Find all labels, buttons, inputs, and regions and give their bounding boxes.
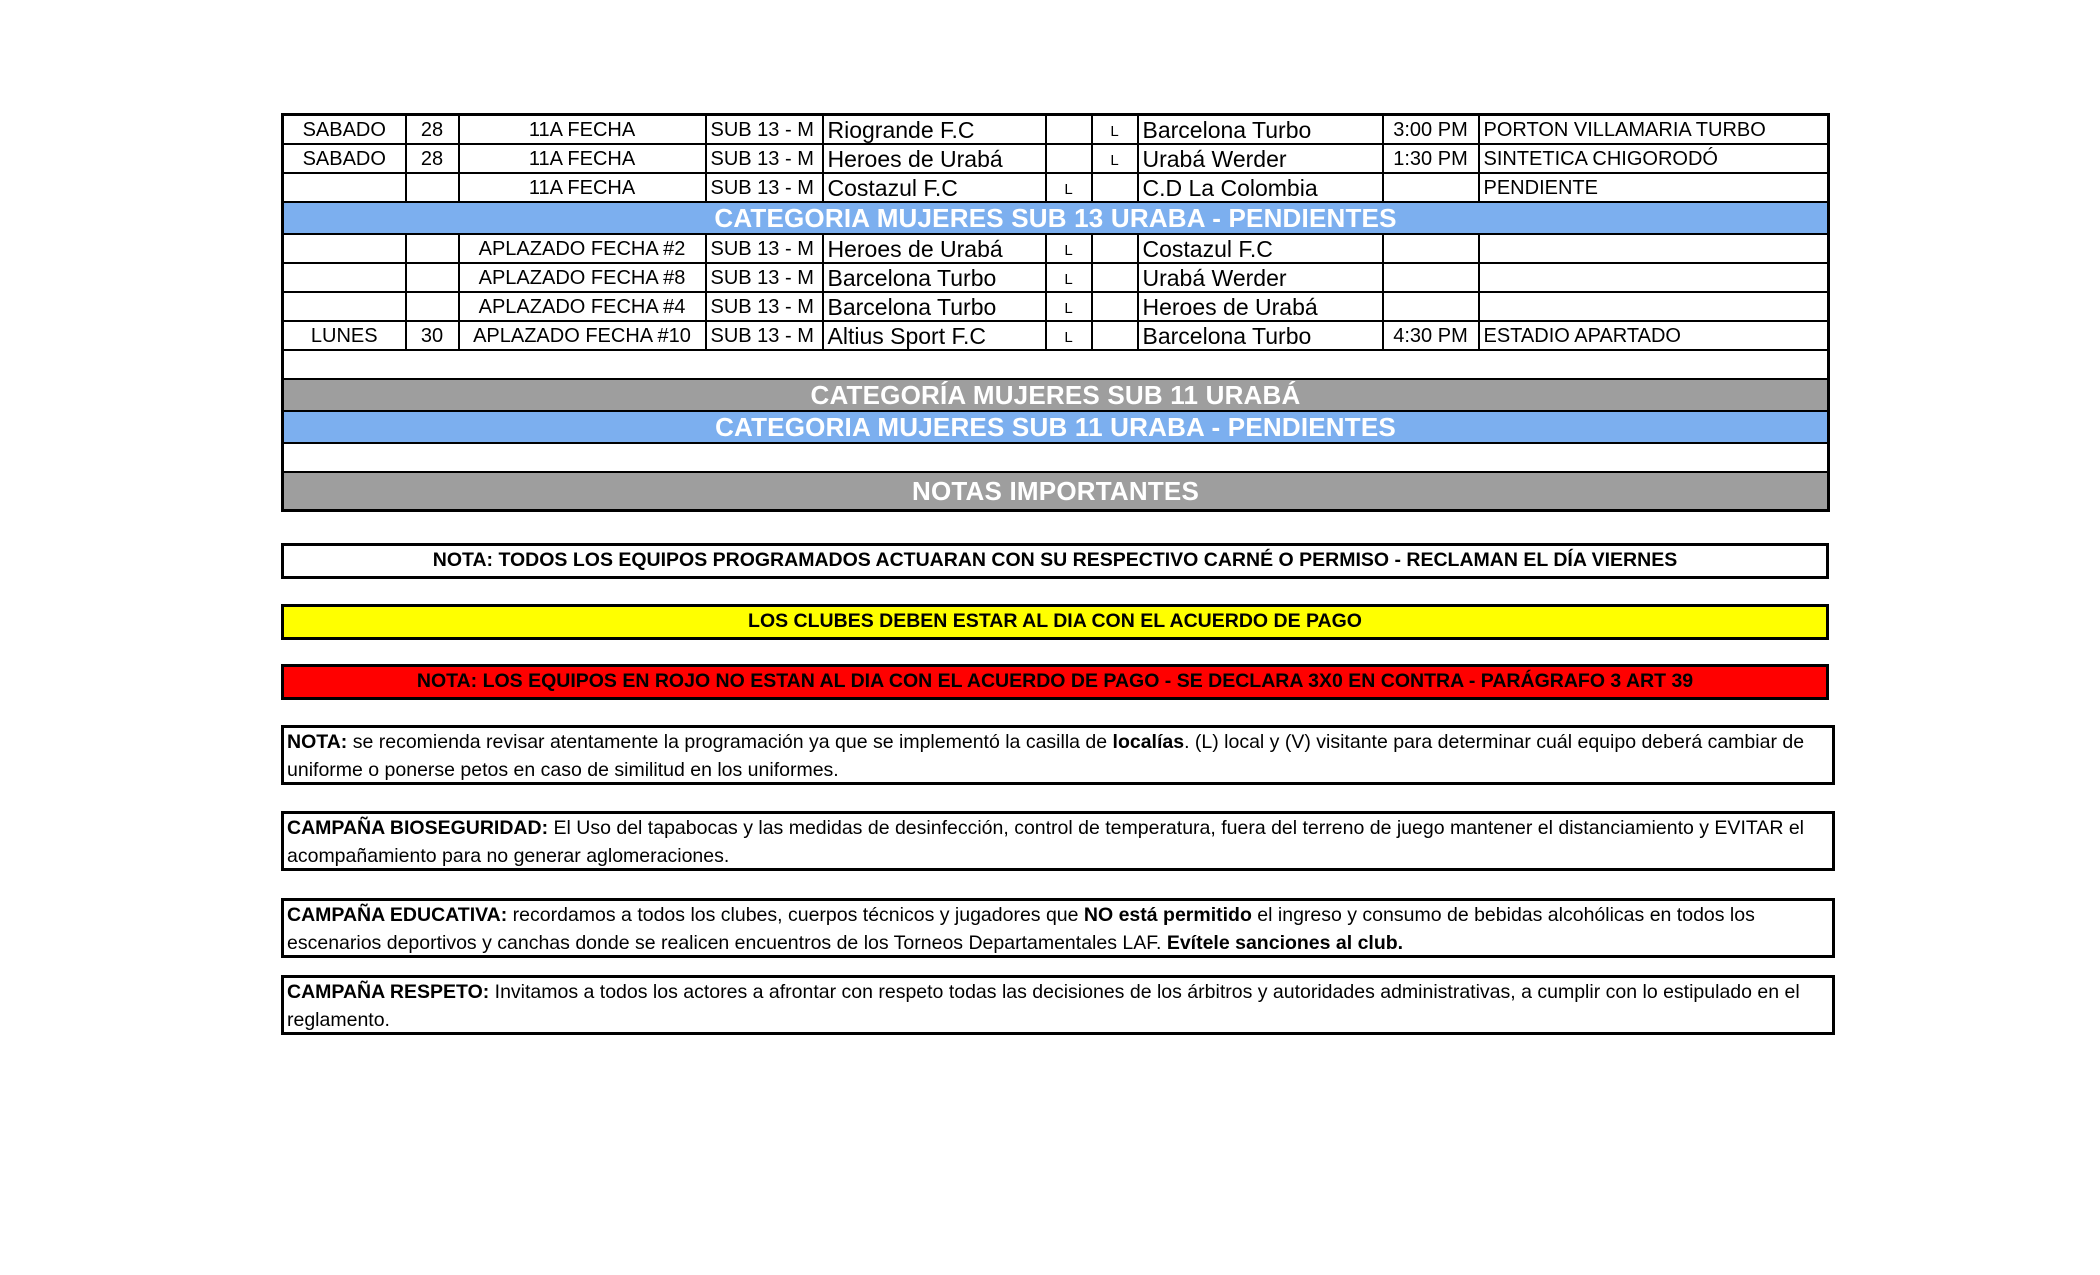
home-team-cell: Riogrande F.C <box>823 115 1046 145</box>
match-schedule-table <box>281 113 1830 512</box>
away-team-cell: C.D La Colombia <box>1138 173 1383 202</box>
venue-cell <box>1479 292 1829 321</box>
category-cell: SUB 13 - M <box>706 173 823 202</box>
table-row <box>283 144 1829 173</box>
round-cell: 11A FECHA <box>459 144 706 173</box>
day-cell <box>283 234 406 263</box>
carne-note <box>281 543 1829 579</box>
home-local-cell: L <box>1046 292 1092 321</box>
away-local-cell <box>1092 321 1138 350</box>
notes-header-row <box>283 472 1829 511</box>
red-teams-note-text: NOTA: LOS EQUIPOS EN ROJO NO ESTAN AL DIA CON EL ACUERDO DE PAGO - SE DECLARA 3X0 EN CONTRA - PARÁGRAFO 3 ART 39 <box>416 670 1694 692</box>
payment-note-text: LOS CLUBES DEBEN ESTAR AL DIA CON EL ACUERDO DE PAGO <box>748 610 1362 632</box>
education-campaign-note <box>281 898 1835 958</box>
away-local-cell <box>1092 263 1138 292</box>
table-row <box>283 321 1829 350</box>
away-local-cell: L <box>1092 144 1138 173</box>
home-team-cell: Heroes de Urabá <box>823 234 1046 263</box>
payment-note <box>281 604 1829 640</box>
red-teams-note <box>281 664 1829 700</box>
category-header-row <box>283 202 1829 234</box>
date-cell: 30 <box>406 321 459 350</box>
blank-cell <box>283 443 1829 472</box>
category-cell: SUB 13 - M <box>706 292 823 321</box>
day-cell <box>283 292 406 321</box>
blank-cell <box>283 350 1829 379</box>
home-local-cell: L <box>1046 173 1092 202</box>
away-local-cell <box>1092 234 1138 263</box>
blank-row <box>283 350 1829 379</box>
home-team-cell: Barcelona Turbo <box>823 292 1046 321</box>
note-label: NOTA: <box>287 731 348 753</box>
venue-cell: ESTADIO APARTADO <box>1479 321 1829 350</box>
note-label: CAMPAÑA RESPETO: <box>287 981 490 1003</box>
table-row <box>283 234 1829 263</box>
table-row <box>283 263 1829 292</box>
home-local-cell: L <box>1046 234 1092 263</box>
category-cell: SUB 13 - M <box>706 234 823 263</box>
round-cell: APLAZADO FECHA #4 <box>459 292 706 321</box>
away-local-cell <box>1092 173 1138 202</box>
date-cell <box>406 173 459 202</box>
note-text: El Uso del tapabocas y las medidas de desinfección, control de temperatura, fuera del terreno de juego mantener el distanciamiento y EVITAR el acompañamiento para no generar aglomeraciones. <box>287 817 1805 867</box>
home-team-cell: Heroes de Urabá <box>823 144 1046 173</box>
round-cell: APLAZADO FECHA #8 <box>459 263 706 292</box>
category-header-sub11-pending: CATEGORIA MUJERES SUB 11 URABA - PENDIENTES <box>283 411 1829 443</box>
note-text: . (L) local y (V) visitante para determinar cuál equipo deberá cambiar de uniforme o ponerse petos en caso de similitud en los uniformes. <box>287 731 1805 781</box>
home-team-cell: Barcelona Turbo <box>823 263 1046 292</box>
round-cell: 11A FECHA <box>459 173 706 202</box>
note-label: CAMPAÑA BIOSEGURIDAD: <box>287 817 549 839</box>
time-cell <box>1383 234 1479 263</box>
away-local-cell: L <box>1092 115 1138 145</box>
time-cell <box>1383 263 1479 292</box>
venue-cell: PENDIENTE <box>1479 173 1829 202</box>
away-team-cell: Barcelona Turbo <box>1138 115 1383 145</box>
home-local-cell <box>1046 144 1092 173</box>
carne-note-text: NOTA: TODOS LOS EQUIPOS PROGRAMADOS ACTUARAN CON SU RESPECTIVO CARNÉ O PERMISO - RECLAMAN EL DÍA VIERNES <box>432 549 1678 571</box>
note-text: Invitamos a todos los actores a afrontar con respeto todas las decisiones de los árbitros y autoridades administrativas, a cumplir con lo estipulado en el reglamento. <box>287 981 1800 1031</box>
table-row <box>283 292 1829 321</box>
note-bold-text: localías <box>1112 731 1185 753</box>
date-cell <box>406 292 459 321</box>
category-header-sub11: CATEGORÍA MUJERES SUB 11 URABÁ <box>283 379 1829 411</box>
note-text: el ingreso y consumo de bebidas alcohólicas en todos los escenarios deportivos y canchas donde se realicen encuentros de los Torneos Departamentales LAF. <box>287 904 1755 954</box>
note-bold-text: NO está permitido <box>1083 904 1252 926</box>
category-header-sub13-pending: CATEGORIA MUJERES SUB 13 URABA - PENDIENTES <box>283 202 1829 234</box>
time-cell <box>1383 173 1479 202</box>
venue-cell: PORTON VILLAMARIA TURBO <box>1479 115 1829 145</box>
home-local-cell <box>1046 115 1092 145</box>
home-team-cell: Costazul F.C <box>823 173 1046 202</box>
away-team-cell: Costazul F.C <box>1138 234 1383 263</box>
category-header-row <box>283 411 1829 443</box>
respect-campaign-note <box>281 975 1835 1035</box>
day-cell <box>283 263 406 292</box>
time-cell: 3:00 PM <box>1383 115 1479 145</box>
date-cell: 28 <box>406 115 459 145</box>
home-local-cell: L <box>1046 321 1092 350</box>
table-row <box>283 173 1829 202</box>
home-local-cell: L <box>1046 263 1092 292</box>
day-cell: LUNES <box>283 321 406 350</box>
note-text: se recomienda revisar atentamente la programación ya que se implementó la casilla de <box>347 731 1113 753</box>
note-bold-text: Evítele sanciones al club. <box>1166 932 1404 954</box>
time-cell: 1:30 PM <box>1383 144 1479 173</box>
away-team-cell: Barcelona Turbo <box>1138 321 1383 350</box>
table-row <box>283 115 1829 145</box>
date-cell <box>406 234 459 263</box>
day-cell <box>283 173 406 202</box>
away-team-cell: Heroes de Urabá <box>1138 292 1383 321</box>
blank-row <box>283 443 1829 472</box>
day-cell: SABADO <box>283 144 406 173</box>
date-cell: 28 <box>406 144 459 173</box>
round-cell: APLAZADO FECHA #2 <box>459 234 706 263</box>
category-header-row <box>283 379 1829 411</box>
category-cell: SUB 13 - M <box>706 144 823 173</box>
date-cell <box>406 263 459 292</box>
day-cell: SABADO <box>283 115 406 145</box>
note-label: CAMPAÑA EDUCATIVA: <box>287 904 508 926</box>
category-cell: SUB 13 - M <box>706 263 823 292</box>
localias-note <box>281 725 1835 785</box>
time-cell <box>1383 292 1479 321</box>
venue-cell <box>1479 263 1829 292</box>
category-cell: SUB 13 - M <box>706 115 823 145</box>
note-text: recordamos a todos los clubes, cuerpos técnicos y jugadores que <box>507 904 1084 926</box>
time-cell: 4:30 PM <box>1383 321 1479 350</box>
away-team-cell: Urabá Werder <box>1138 144 1383 173</box>
category-cell: SUB 13 - M <box>706 321 823 350</box>
away-team-cell: Urabá Werder <box>1138 263 1383 292</box>
home-team-cell: Altius Sport F.C <box>823 321 1046 350</box>
round-cell: APLAZADO FECHA #10 <box>459 321 706 350</box>
biosecurity-campaign-note <box>281 811 1835 871</box>
away-local-cell <box>1092 292 1138 321</box>
venue-cell <box>1479 234 1829 263</box>
notes-header: NOTAS IMPORTANTES <box>283 472 1829 511</box>
round-cell: 11A FECHA <box>459 115 706 145</box>
venue-cell: SINTETICA CHIGORODÓ <box>1479 144 1829 173</box>
